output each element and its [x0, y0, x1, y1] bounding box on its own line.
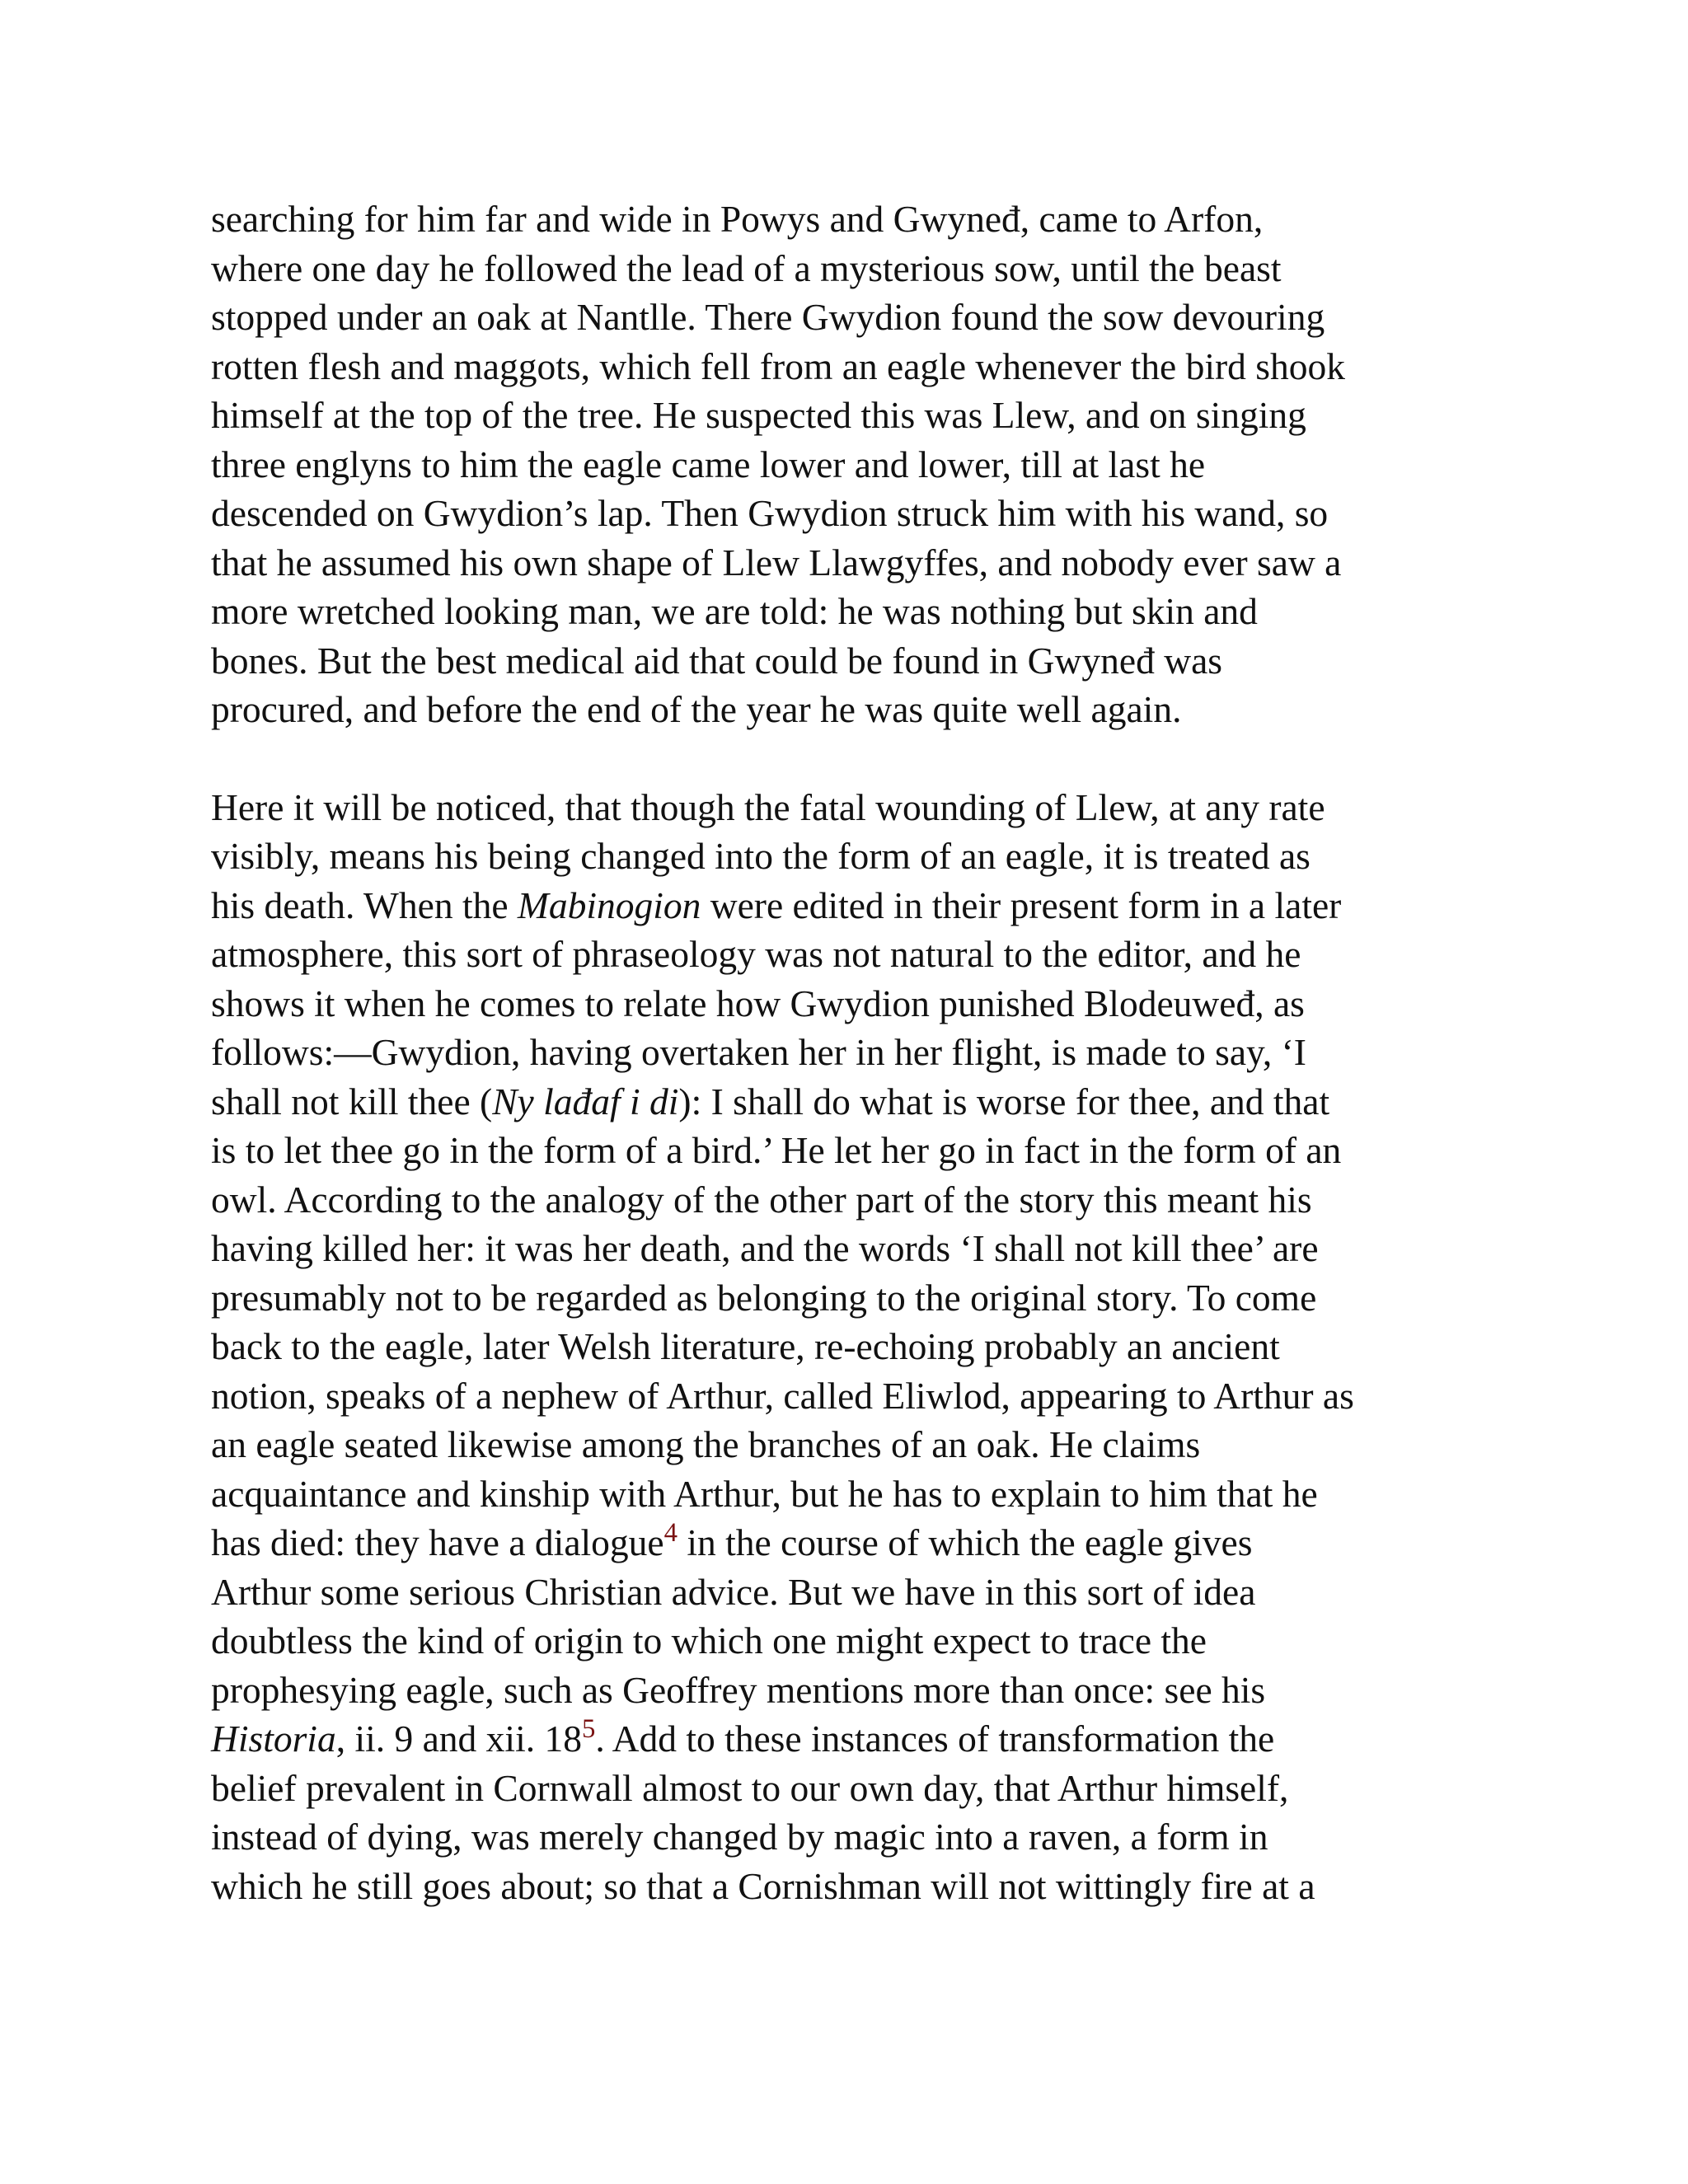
- text-line: [211, 881, 1480, 930]
- text-line: searching for him far and wide in Powys and Gwyneđ, came to Arfon,: [211, 198, 1264, 240]
- text-line: having killed her: it was her death, and the words ‘I shall not kill thee’ are: [211, 1227, 1319, 1269]
- text-line: owl. According to the analogy of the other part of the story this meant his: [211, 1178, 1312, 1221]
- footnote-link-4[interactable]: 4: [663, 1517, 678, 1548]
- title-historia: Historia: [211, 1718, 336, 1760]
- welsh-quote: Ny lađaf i di: [492, 1080, 679, 1122]
- text-line: that he assumed his own shape of Llew Llawgyffes, and nobody ever saw a: [211, 541, 1342, 583]
- title-mabinogion: Mabinogion: [517, 883, 701, 926]
- text-run: . Add to these instances of transformation the: [595, 1718, 1275, 1760]
- text-line: bones. But the best medical aid that could be found in Gwyneđ was: [211, 639, 1222, 682]
- footnote-link-5[interactable]: 5: [581, 1713, 596, 1744]
- text-run: has died: they have a dialogue: [211, 1521, 664, 1563]
- text-line: notion, speaks of a nephew of Arthur, called Eliwlod, appearing to Arthur as: [211, 1374, 1354, 1417]
- text-line: belief prevalent in Cornwall almost to our own day, that Arthur himself,: [211, 1766, 1289, 1809]
- text-line: doubtless the kind of origin to which one might expect to trace the: [211, 1619, 1207, 1661]
- text-run: ): I shall do what is worse for thee, and that: [678, 1080, 1330, 1122]
- text-line: [211, 1518, 1480, 1568]
- text-line: atmosphere, this sort of phraseology was not natural to the editor, and he: [211, 933, 1301, 975]
- text-line: three englyns to him the eagle came lower and lower, till at last he: [211, 443, 1206, 485]
- text-line: Arthur some serious Christian advice. But we have in this sort of idea: [211, 1570, 1256, 1613]
- text-line: Here it will be noticed, that though the fatal wounding of Llew, at any rate: [211, 785, 1325, 828]
- text-run: , ii. 9 and xii. 18: [335, 1718, 582, 1760]
- text-line: [211, 1714, 1480, 1764]
- text-line: procured, and before the end of the year he was quite well again.: [211, 688, 1182, 730]
- text-line: back to the eagle, later Welsh literature, re-echoing probably an ancient: [211, 1325, 1280, 1367]
- page-body: [211, 194, 1480, 1910]
- paragraph-transformation-as-death: [211, 783, 1480, 1911]
- text-line: is to let thee go in the form of a bird.’ He let her go in fact in the form of an: [211, 1129, 1342, 1171]
- text-run: in the course of which the eagle gives: [677, 1521, 1253, 1563]
- text-line: descended on Gwydion’s lap. Then Gwydion struck him with his wand, so: [211, 492, 1329, 534]
- text-line: where one day he followed the lead of a mysterious sow, until the beast: [211, 246, 1282, 289]
- paragraph-gwydion-finds-llew: [211, 194, 1480, 734]
- text-line: [211, 1077, 1480, 1127]
- text-line: acquaintance and kinship with Arthur, but he has to explain to him that he: [211, 1472, 1318, 1515]
- text-line: prophesying eagle, such as Geoffrey mentions more than once: see his: [211, 1668, 1266, 1711]
- text-line: visibly, means his being changed into the form of an eagle, it is treated as: [211, 835, 1311, 877]
- text-line: himself at the top of the tree. He suspected this was Llew, and on singing: [211, 394, 1306, 436]
- text-line: more wretched looking man, we are told: he was nothing but skin and: [211, 590, 1258, 632]
- text-line: which he still goes about; so that a Cornishman will not wittingly fire at a: [211, 1864, 1315, 1907]
- text-line: stopped under an oak at Nantlle. There Gwydion found the sow devouring: [211, 296, 1325, 338]
- text-run: his death. When the: [211, 883, 518, 926]
- text-line: rotten flesh and maggots, which fell from an eagle whenever the bird shook: [211, 344, 1345, 387]
- text-line: presumably not to be regarded as belonging to the original story. To come: [211, 1276, 1317, 1319]
- text-run: shall not kill thee (: [211, 1080, 493, 1122]
- text-line: instead of dying, was merely changed by magic into a raven, a form in: [211, 1816, 1268, 1858]
- text-line: shows it when he comes to relate how Gwydion punished Blodeuweđ, as: [211, 982, 1305, 1024]
- text-run: were edited in their present form in a later: [701, 883, 1342, 926]
- text-line: an eagle seated likewise among the branches of an oak. He claims: [211, 1423, 1201, 1465]
- text-line: follows:—Gwydion, having overtaken her in her flight, is made to say, ‘I: [211, 1031, 1306, 1073]
